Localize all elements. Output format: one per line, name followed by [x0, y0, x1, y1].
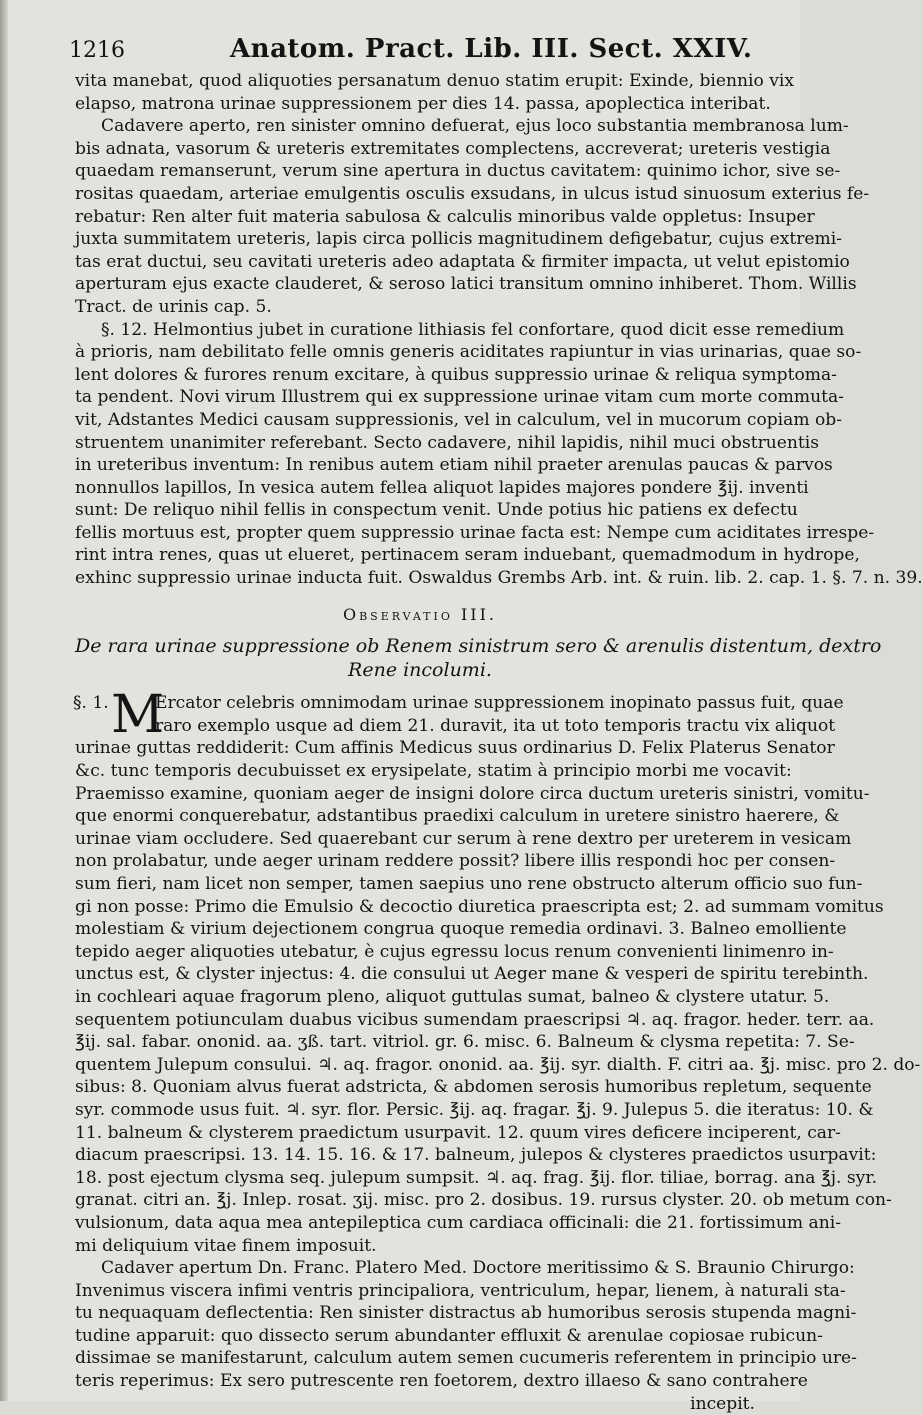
text-line: rebatur: Ren alter fuit materia sabulosa & calculis minoribus valde oppletus: Insuper [75, 206, 815, 227]
text-line: diacum praescripsi. 13. 14. 15. 16. & 17. balneum, julepos & clysteres praedictos usurpavit: [75, 1145, 877, 1166]
text-line: que enormi conquerebatur, adstantibus praedixi calculum in uretere sinistro haerere, & [75, 806, 840, 827]
text-line: à prioris, nam debilitato felle omnis generis aciditates rapiuntur in vias urinarias, quae so- [75, 342, 862, 363]
paragraph-3 [75, 319, 923, 590]
observation-heading: Observatio III. [342, 604, 498, 624]
text-line: exhinc suppressio urinae inducta fuit. Oswaldus Grembs Arb. int. & ruin. lib. 2. cap. 1. §. 7. n. 39. [75, 568, 923, 589]
text-line: lent dolores & furores renum excitare, à quibus suppressio urinae & reliqua symptoma- [75, 364, 837, 385]
text-line: mi deliquium vitae finem imposuit. [75, 1235, 377, 1256]
text-line: sequentem potiunculam duabus vicibus sumendam praescripsi ♃. aq. fragor. heder. terr. aa. [75, 1009, 875, 1030]
text-line: tudine apparuit: quo dissecto serum abundanter effluxit & arenulae copiosae rubicun- [75, 1325, 823, 1346]
text-line: 18. post ejectum clysma seq. julepum sumpsit. ♃. aq. frag. ℥ij. flor. tiliae, borrag. ana ℥j. syr. [75, 1167, 878, 1188]
text-line: molestiam & virium dejectionem congrua quoque remedia ordinavi. 3. Balneo emolliente [75, 919, 847, 940]
text-line: Praemisso examine, quoniam aeger de insigni dolore circa ductum ureteris sinistri, vomitu- [75, 783, 870, 804]
text-line: in ureteribus inventum: In renibus autem etiam nihil praeter arenulas paucas & parvos [75, 455, 833, 476]
observation-title [75, 634, 882, 682]
text-line: struentem unanimiter referebant. Secto cadavere, nihil lapidis, nihil muci obstruentis [75, 432, 820, 453]
text-line: non prolabatur, unde aeger urinam reddere possit? libere illis respondi hoc per consen- [75, 851, 836, 872]
text-line: dissimae se manifestarunt, calculum autem semen cucumeris referentem in principio ure- [75, 1348, 857, 1369]
paragraph-4 [73, 685, 921, 1257]
binding-edge [0, 0, 8, 1401]
text-line: teris reperimus: Ex sero putrescente ren foetorem, dextro illaeso & sano contrahere [75, 1371, 808, 1392]
text-line: &c. tunc temporis decubuisset ex erysipelate, statim à principio morbi me vocavit: [75, 761, 792, 782]
text-line: tu nequaquam deflectentia: Ren sinister distractus ab humoribus serosis stupenda magni- [75, 1303, 857, 1324]
text-line: ta pendent. Novi virum Illustrem qui ex suppressione urinae vitam cum morte commuta- [75, 387, 844, 408]
text-line: fellis mortuus est, propter quem suppressio urinae facta est: Nempe cum aciditates irrespe- [75, 522, 875, 543]
text-line: bis adnata, vasorum & ureteris extremitates complectens, accreverat; ureteris vestigia [75, 138, 831, 159]
text-line: sum fieri, nam licet non semper, tamen saepius uno rene obstructo alterum officio suo fun- [75, 874, 863, 894]
text-line: ℥ij. sal. fabar. ononid. aa. ʒß. tart. vitriol. gr. 6. misc. 6. Balneum & clysma repetita: 7. Se- [75, 1032, 855, 1053]
drop-cap: M [111, 685, 165, 746]
text-line: vulsionum, data aqua mea antepileptica cum cardiaca officinali: die 21. fortissimum ani- [75, 1212, 842, 1233]
text-line: tas erat ductui, seu cavitati ureteris adeo adaptata & firmiter impacta, ut velut epistomio [75, 251, 850, 272]
text-line: 11. balneum & clysterem praedictum usurpavit. 12. quum vires deficere inciperent, car- [75, 1122, 841, 1143]
paragraph-5 [75, 1257, 857, 1393]
running-title: Anatom. Pract. Lib. III. Sect. XXIV. [230, 34, 753, 64]
paragraph-2 [75, 115, 870, 318]
text-line: vit, Adstantes Medici causam suppressionis, vel in calculum, vel in mucorum copiam ob- [75, 409, 842, 430]
text-column [69, 34, 923, 1415]
text-line: juxta summitatem ureteris, lapis circa pollicis magnitudinem defigebatur, cujus extremi- [75, 229, 842, 250]
text-line: syr. commode usus fuit. ♃. syr. flor. Persic. ℥ij. aq. fragar. ℥j. 9. Julepus 5. die iteratus: 10. & [75, 1099, 874, 1120]
text-line: vita manebat, quod aliquoties persanatum denuo statim erupit: Exinde, biennio vix [75, 71, 794, 91]
text-line: quaedam remanserunt, verum sine apertura in ductus cavitatem: quinimo ichor, sive se- [75, 161, 841, 182]
text-line: nonnullos lapillos, In vesica autem fellea aliquot lapides majores pondere ℥ij. inventi [75, 477, 809, 498]
text-line: gi non posse: Primo die Emulsio & decoctio diuretica praescripta est; 2. ad summam vomitus [75, 896, 884, 917]
text-line: Cadavere aperto, ren sinister omnino defuerat, ejus loco substantia membranosa lum- [101, 116, 849, 137]
text-line: rint intra renes, quas ut elueret, pertinacem seram induebant, quemadmodum in hydrope, [75, 545, 860, 566]
text-line: urinae guttas reddiderit: Cum affinis Medicus suus ordinarius D. Felix Platerus Senator [75, 738, 835, 759]
text-line: §. 12. Helmontius jubet in curatione lithiasis fel confortare, quod dicit esse remedium [101, 319, 845, 340]
text-line: unctus est, & clyster injectus: 4. die consului ut Aeger mane & vesperi de spiritu terebinth. [75, 964, 869, 985]
page-number: 1216 [69, 38, 125, 63]
text-line: Cadaver apertum Dn. Franc. Platero Med. Doctore meritissimo & S. Braunio Chirurgo: [101, 1258, 855, 1279]
text-line: sibus: 8. Quoniam alvus fuerat adstricta, & abdomen serosis humoribus repletum, sequente [75, 1077, 872, 1098]
text-line: rositas quaedam, arteriae emulgentis osculis exsudans, in ulcus istud sinuosum exterius fe- [75, 183, 870, 204]
text-line: Ercator celebris omnimodam urinae suppressionem inopinato passus fuit, quae [155, 693, 844, 714]
paragraph-1 [75, 70, 794, 115]
title-line: De rara urinae suppressione ob Renem sinistrum sero & arenulis distentum, dextro [75, 635, 882, 658]
text-line: granat. citri an. ℥j. Inlep. rosat. ʒij. misc. pro 2. dosibus. 19. rursus clyster. 20. ob metum con- [75, 1190, 892, 1211]
drop-cap-lines [75, 692, 844, 737]
text-line: raro exemplo usque ad diem 21. duravit, ita ut toto temporis tractu vix aliquot [155, 715, 836, 736]
text-line: Invenimus viscera infimi ventris principaliora, ventriculum, hepar, lienem, à naturali sta- [75, 1280, 846, 1301]
text-line: quentem Julepum consului. ♃. aq. fragor. ononid. aa. ℥ij. syr. dialth. F. citri aa. ℥j. misc. pro 2. do- [75, 1054, 921, 1075]
catchword: incepit. [690, 1393, 755, 1414]
title-line: Rene incolumi. [348, 659, 492, 682]
text-line: aperturam ejus exacte clauderet, & seroso latici transitum omnino inhiberet. Thom. Willis [75, 274, 857, 295]
section-mark: §. 1. [73, 693, 109, 714]
page-header [69, 34, 765, 68]
text-line: urinae viam occludere. Sed quaerebant cur serum à rene dextro per ureterem in vesicam [75, 828, 852, 849]
text-line: in cochleari aquae fragorum pleno, aliquot guttulas sumat, balneo & clystere utatur. 5. [75, 986, 830, 1007]
text-line: sunt: De reliquo nihil fellis in conspectum venit. Unde potius hic patiens ex defectu [75, 500, 798, 521]
text-line: Tract. de urinis cap. 5. [75, 296, 272, 317]
text-line: tepido aeger aliquoties utebatur, è cujus egressu locus renum convenienti linimenro in- [75, 941, 834, 962]
text-line: elapso, matrona urinae suppressionem per dies 14. passa, apoplectica interibat. [75, 93, 771, 114]
